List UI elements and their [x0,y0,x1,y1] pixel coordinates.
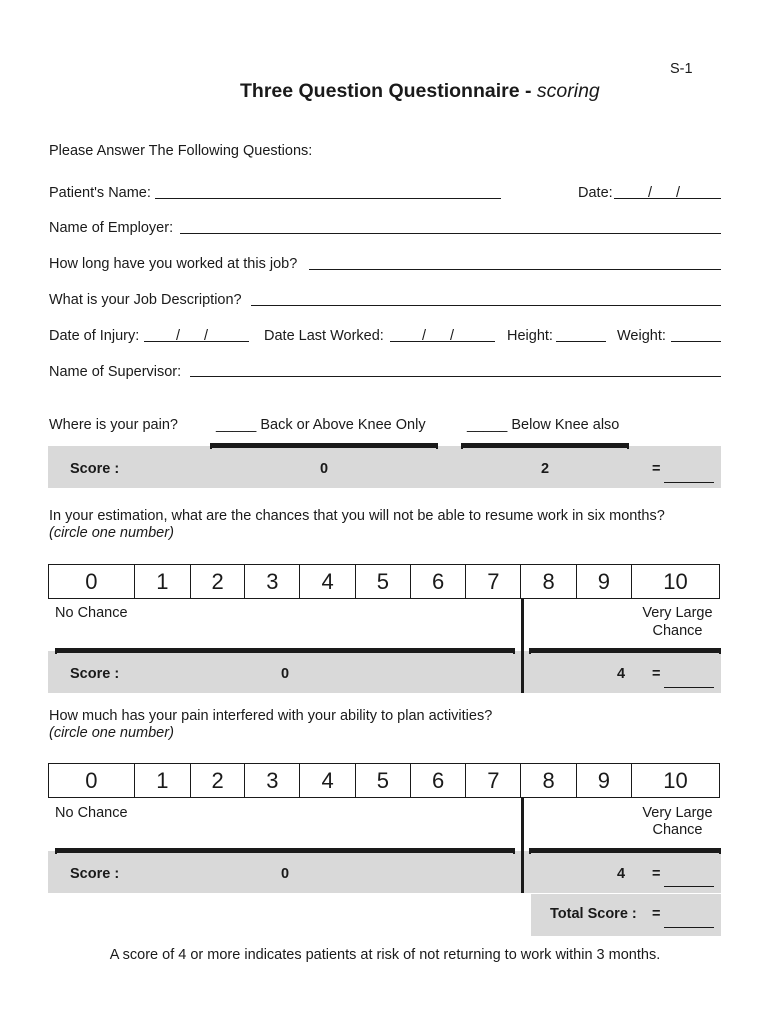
q2-scale-9[interactable]: 9 [576,565,631,599]
q1-option1-blank: _____ [216,417,257,433]
q3-low-label: No Chance [55,805,128,821]
q2-scale-10[interactable]: 10 [631,565,719,599]
q1-score-field[interactable] [664,482,714,483]
intro-text: Please Answer The Following Questions: [49,143,313,159]
q3-scale-4[interactable]: 4 [300,764,355,798]
date-slash: / [176,328,181,344]
weight-field[interactable] [671,341,721,342]
supervisor-field[interactable] [190,376,721,377]
date-of-injury-label: Date of Injury: [49,328,140,344]
employer-label: Name of Employer: [49,220,174,236]
weight-label: Weight: [617,328,666,344]
date-of-injury-field[interactable] [144,341,249,342]
q3-high-label-2: Chance [652,822,703,838]
q2-scale-0[interactable]: 0 [49,565,135,599]
q1-score-band [48,446,721,488]
date-field[interactable] [614,198,721,199]
q2-instruction: (circle one number) [49,525,174,541]
q3-scale-5[interactable]: 5 [355,764,410,798]
q3-scale-9[interactable]: 9 [576,764,631,798]
q2-scale-5[interactable]: 5 [355,565,410,599]
q2-divider [521,598,524,693]
q1-option1-label: Back or Above Knee Only [260,417,426,433]
q3-scale-7[interactable]: 7 [466,764,521,798]
total-equals: = [652,906,661,922]
q1-score-label: Score : [70,461,120,477]
date-slash: / [450,328,455,344]
q1-bracket-1 [210,443,438,449]
title-sub: scoring [536,80,600,102]
q2-scale-8[interactable]: 8 [521,565,576,599]
q2-low-label: No Chance [55,605,128,621]
height-field[interactable] [556,341,606,342]
q2-bracket-2 [529,648,721,654]
q3-instruction: (circle one number) [49,725,174,741]
total-score-field[interactable] [664,927,714,928]
date-last-worked-field[interactable] [390,341,495,342]
q1-score-2: 2 [541,461,550,477]
q3-bracket-2 [529,848,721,854]
q3-score-2: 4 [617,866,626,882]
q3-scale-6[interactable]: 6 [410,764,465,798]
q3-scale-8[interactable]: 8 [521,764,576,798]
q3-scale-1[interactable]: 1 [134,764,190,798]
q1-score-1: 0 [320,461,329,477]
q1-option2-blank: _____ [467,417,508,433]
q1-equals: = [652,461,661,477]
height-label: Height: [507,328,553,344]
form-id: S-1 [670,61,693,77]
q3-scale-0[interactable]: 0 [49,764,135,798]
date-slash: / [676,185,681,201]
q3-equals: = [652,866,661,882]
q1-bracket-2 [461,443,629,449]
how-long-field[interactable] [309,269,721,270]
patient-name-field[interactable] [155,198,501,199]
job-description-field[interactable] [251,305,721,306]
q2-scale-1[interactable]: 1 [134,565,190,599]
date-slash: / [422,328,427,344]
q2-scale [48,564,720,599]
job-description-label: What is your Job Description? [49,292,242,308]
q3-scale-10[interactable]: 10 [631,764,719,798]
page-title [240,80,600,103]
q1-option1[interactable] [216,417,426,433]
q2-score-field[interactable] [664,687,714,688]
q3-bracket-1 [55,848,515,854]
total-score-label: Total Score : [550,906,637,922]
q2-score-1: 0 [281,666,290,682]
supervisor-label: Name of Supervisor: [49,364,182,380]
q2-scale-2[interactable]: 2 [190,565,244,599]
q2-scale-7[interactable]: 7 [466,565,521,599]
q3-high-label-1: Very Large [642,805,713,821]
q3-scale-3[interactable]: 3 [245,764,300,798]
q1-question: Where is your pain? [49,417,178,433]
q2-scale-4[interactable]: 4 [300,565,355,599]
date-slash: / [648,185,653,201]
q2-scale-6[interactable]: 6 [410,565,465,599]
q3-scale-2[interactable]: 2 [190,764,244,798]
q2-high-label-1: Very Large [642,605,713,621]
q3-divider [521,797,524,893]
q2-equals: = [652,666,661,682]
date-slash: / [204,328,209,344]
q3-score-field[interactable] [664,886,714,887]
q1-option2[interactable] [467,417,619,433]
q2-score-label: Score : [70,666,120,682]
q2-question: In your estimation, what are the chances that you will not be able to resume work in six months? [49,508,665,524]
patient-name-label: Patient's Name: [49,185,151,201]
title-main: Three Question Questionnaire [240,80,520,102]
how-long-label: How long have you worked at this job? [49,256,298,272]
q2-scale-3[interactable]: 3 [245,565,300,599]
q3-scale [48,763,720,798]
employer-field[interactable] [180,233,721,234]
q3-score-label: Score : [70,866,120,882]
date-label: Date: [578,185,613,201]
footer-note: A score of 4 or more indicates patients at risk of not returning to work within 3 months. [109,947,661,963]
date-last-worked-label: Date Last Worked: [264,328,384,344]
q3-question: How much has your pain interfered with your ability to plan activities? [49,708,493,724]
q2-bracket-1 [55,648,515,654]
q3-score-1: 0 [281,866,290,882]
title-separator: - [519,80,537,102]
q1-option2-label: Below Knee also [511,417,620,433]
q2-score-2: 4 [617,666,626,682]
q2-high-label-2: Chance [652,623,703,639]
